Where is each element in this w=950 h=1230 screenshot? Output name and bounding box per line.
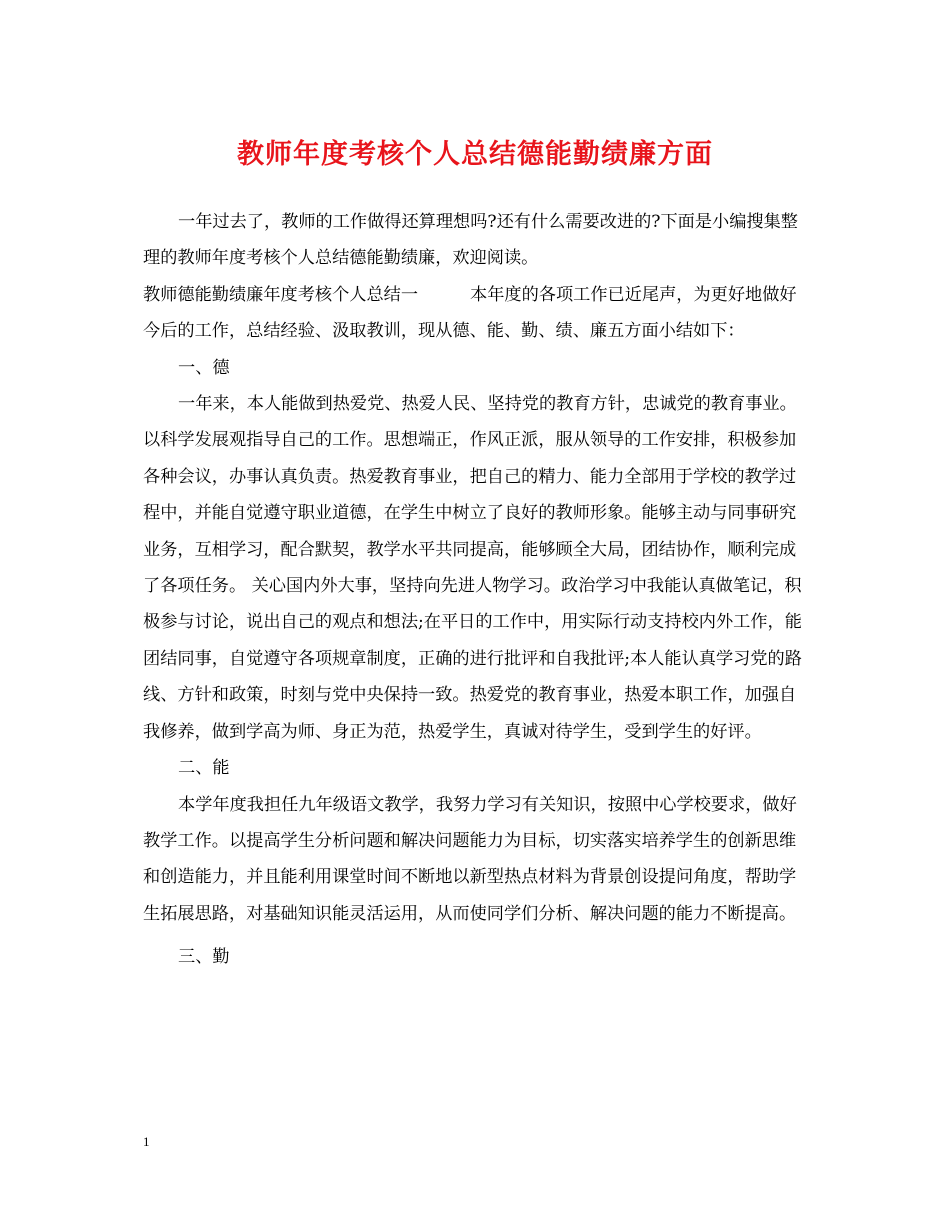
opening-text: 本年度的各项工作已近尾声，为更好地做好今后的工作，总结经验、汲取教训，现从德、能、勤、绩、廉五方面小结如下： (143, 284, 797, 342)
document-title: 教师年度考核个人总结德能勤绩廉方面 (237, 139, 713, 170)
heading-de: 一、德 (178, 357, 230, 378)
page-number: 1 (143, 1134, 150, 1149)
opening-paragraph (143, 277, 803, 350)
intro-paragraph: 一年过去了，教师的工作做得还算理想吗?还有什么需要改进的?下面是小编搜集整理的教师年度考核个人总结德能勤绩廉，欢迎阅读。 (143, 212, 798, 269)
heading-qin: 三、勤 (178, 947, 230, 968)
heading-neng: 二、能 (178, 758, 230, 779)
paragraph-de: 一年来，本人能做到热爱党、热爱人民、坚持党的教育方针，忠诚党的教育事业。以科学发展观指导自己的工作。思想端正，作风正派，服从领导的工作安排，积极参加各种会议，办事认真负责。热爱教育事业，把自己的精力、能力全部用于学校的教学过程中，并能自觉遵守职业道德，在学生中树立了良好的教师形象。能够主动与同事研究业务，互相学习，配合默契，教学水平共同提高，能够顾全大局，团结协作，顺利完成了各项任务。 关心国内外大事，坚持向先进人物学习。政治学习中我能认真做笔记，积极参与讨论，说出自己的观点和想法;在平日的工作中，用实际行动支持校内外工作，能团结同事，自觉遵守各项规章制度，正确的进行批评和自我批评;本人能认真学习党的路线、方针和政策，时刻与党中央保持一致。热爱党的教育事业，热爱本职工作，加强自我修养，做到学高为师、身正为范，热爱学生，真诚对待学生，受到学生的好评。 (143, 394, 802, 742)
paragraph-neng: 本学年度我担任九年级语文教学，我努力学习有关知识，按照中心学校要求，做好教学工作。以提高学生分析问题和解决问题能力为目标，切实落实培养学生的创新思维和创造能力，并且能利用课堂时间不断地以新型热点材料为背景创设提问角度，帮助学生拓展思路，对基础知识能灵活运用，从而使同学们分析、解决问题的能力不断提高。 (143, 794, 797, 924)
section-title: 教师德能勤绩廉年度考核个人总结一 (143, 284, 419, 305)
document-body (143, 204, 803, 976)
